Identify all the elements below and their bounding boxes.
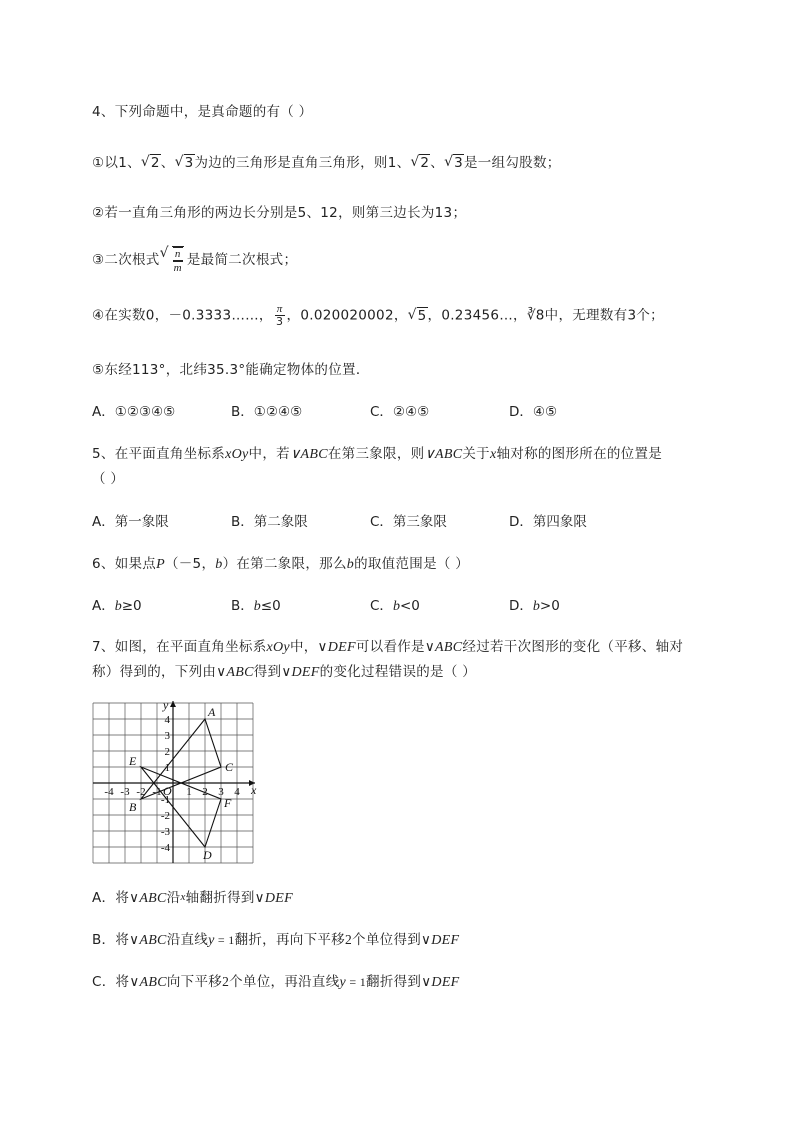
- q4-statement-3: ③二次根式 √ $\frac{n}{m}$ 是最简二次根式；: [92, 246, 297, 274]
- q4-statement-5: ⑤东经113°，北纬35.3°能确定物体的位置．: [92, 362, 370, 378]
- point-label-d: D: [203, 848, 212, 862]
- x-tick-label: -1: [152, 786, 162, 798]
- sqrt-3: √ 3: [175, 155, 195, 171]
- q7-option-a[interactable]: A．将∨ABC沿x轴翻折得到∨DEF: [92, 890, 293, 906]
- q4-option-c[interactable]: C．②④⑤: [370, 404, 430, 420]
- q5-stem: 5、在平面直角坐标系xOy中，若∨ABC在第三象限，则∨ABC关于x轴对称的图形所在的位置是: [92, 446, 663, 462]
- q4-option-a[interactable]: A．①②③④⑤: [92, 404, 176, 420]
- coordinate-graph: [92, 698, 257, 863]
- x-tick-label: 2: [202, 786, 208, 798]
- y-tick-label: -4: [160, 842, 170, 854]
- q6-option-c[interactable]: C．b<0: [370, 598, 420, 614]
- sqrt-2: √ 2: [141, 155, 161, 171]
- q5-option-b[interactable]: B．第二象限: [231, 514, 308, 530]
- x-tick-label: -2: [136, 786, 146, 798]
- q5-answer-paren: （ ）: [92, 471, 125, 487]
- q4-option-d[interactable]: D．④⑤: [509, 404, 558, 420]
- x-tick-label: -3: [120, 786, 130, 798]
- q7-stem-line-2: 称）得到的，下列由∨ABC得到∨DEF的变化过程错误的是（ ）: [92, 664, 477, 680]
- q7-option-c[interactable]: C．将∨ABC向下平移2个单位，再沿直线y = 1翻折得到∨DEF: [92, 974, 460, 990]
- origin-label: O: [163, 784, 172, 798]
- point-label-f: F: [224, 796, 232, 810]
- y-tick-label: 2: [164, 746, 170, 758]
- q5-option-c[interactable]: C．第三象限: [370, 514, 447, 530]
- x-tick-label: -4: [104, 786, 114, 798]
- point-label-e: E: [129, 754, 137, 768]
- q5-option-d[interactable]: D．第四象限: [509, 514, 587, 530]
- y-tick-label: -3: [160, 826, 170, 838]
- sqrt-fraction: √ $\frac{n}{m}$: [160, 246, 187, 274]
- y-tick-label: 4: [164, 714, 170, 726]
- x-tick-label: 3: [218, 786, 224, 798]
- point-label-a: A: [208, 705, 216, 719]
- q6-option-b[interactable]: B．b≤0: [231, 598, 281, 614]
- sqrt-2b: √ 2: [410, 155, 430, 171]
- q7-option-b[interactable]: B．将∨ABC沿直线y = 1翻折，再向下平移2个单位得到∨DEF: [92, 932, 460, 948]
- q6-stem: 6、如果点P（－5，b）在第二象限，那么b的取值范围是（ ）: [92, 556, 470, 572]
- x-tick-label: 4: [234, 786, 240, 798]
- x-tick-label: 1: [186, 786, 192, 798]
- q6-option-a[interactable]: A．b≥0: [92, 598, 142, 614]
- q4-statement-4: ④在实数0，－0.3333……， $\frac{\pi}{3}$ ，0.020020002，√ 5，0.23456…，∛8中，无理数有3个；: [92, 303, 664, 328]
- q7-stem-line-1: 7、如图，在平面直角坐标系xOy中，∨DEF可以看作是∨ABC经过若干次图形的变化（平移、轴对: [92, 639, 684, 655]
- q4-stem: 4、下列命题中，是真命题的有（ ）: [92, 104, 313, 120]
- point-label-c: C: [225, 760, 234, 774]
- y-axis-arrow: [170, 701, 176, 707]
- triangle-def: [141, 767, 221, 847]
- cube-root-8: ∛8: [526, 307, 545, 324]
- y-axis-label: y: [163, 698, 169, 712]
- y-tick-label: 1: [164, 762, 170, 774]
- axes: [93, 701, 255, 863]
- y-tick-label: -1: [160, 794, 170, 806]
- tick-labels: [104, 698, 257, 854]
- sqrt-5: √ 5: [408, 308, 428, 324]
- point-label-b: B: [129, 800, 137, 814]
- q5-option-a[interactable]: A．第一象限: [92, 514, 169, 530]
- y-tick-label: 3: [164, 730, 170, 742]
- q4-statement-1: ①以1、√ 2、√ 3为边的三角形是直角三角形，则1、√ 2、√ 3是一组勾股数；: [92, 151, 561, 171]
- sqrt-3b: √ 3: [444, 155, 464, 171]
- x-axis-label: x: [251, 783, 257, 797]
- q6-option-d[interactable]: D．b>0: [509, 598, 560, 614]
- q4-statement-2: ②若一直角三角形的两边长分别是5、12，则第三边长为13；: [92, 205, 467, 221]
- y-tick-label: -2: [160, 810, 170, 822]
- q4-option-b[interactable]: B．①②④⑤: [231, 404, 303, 420]
